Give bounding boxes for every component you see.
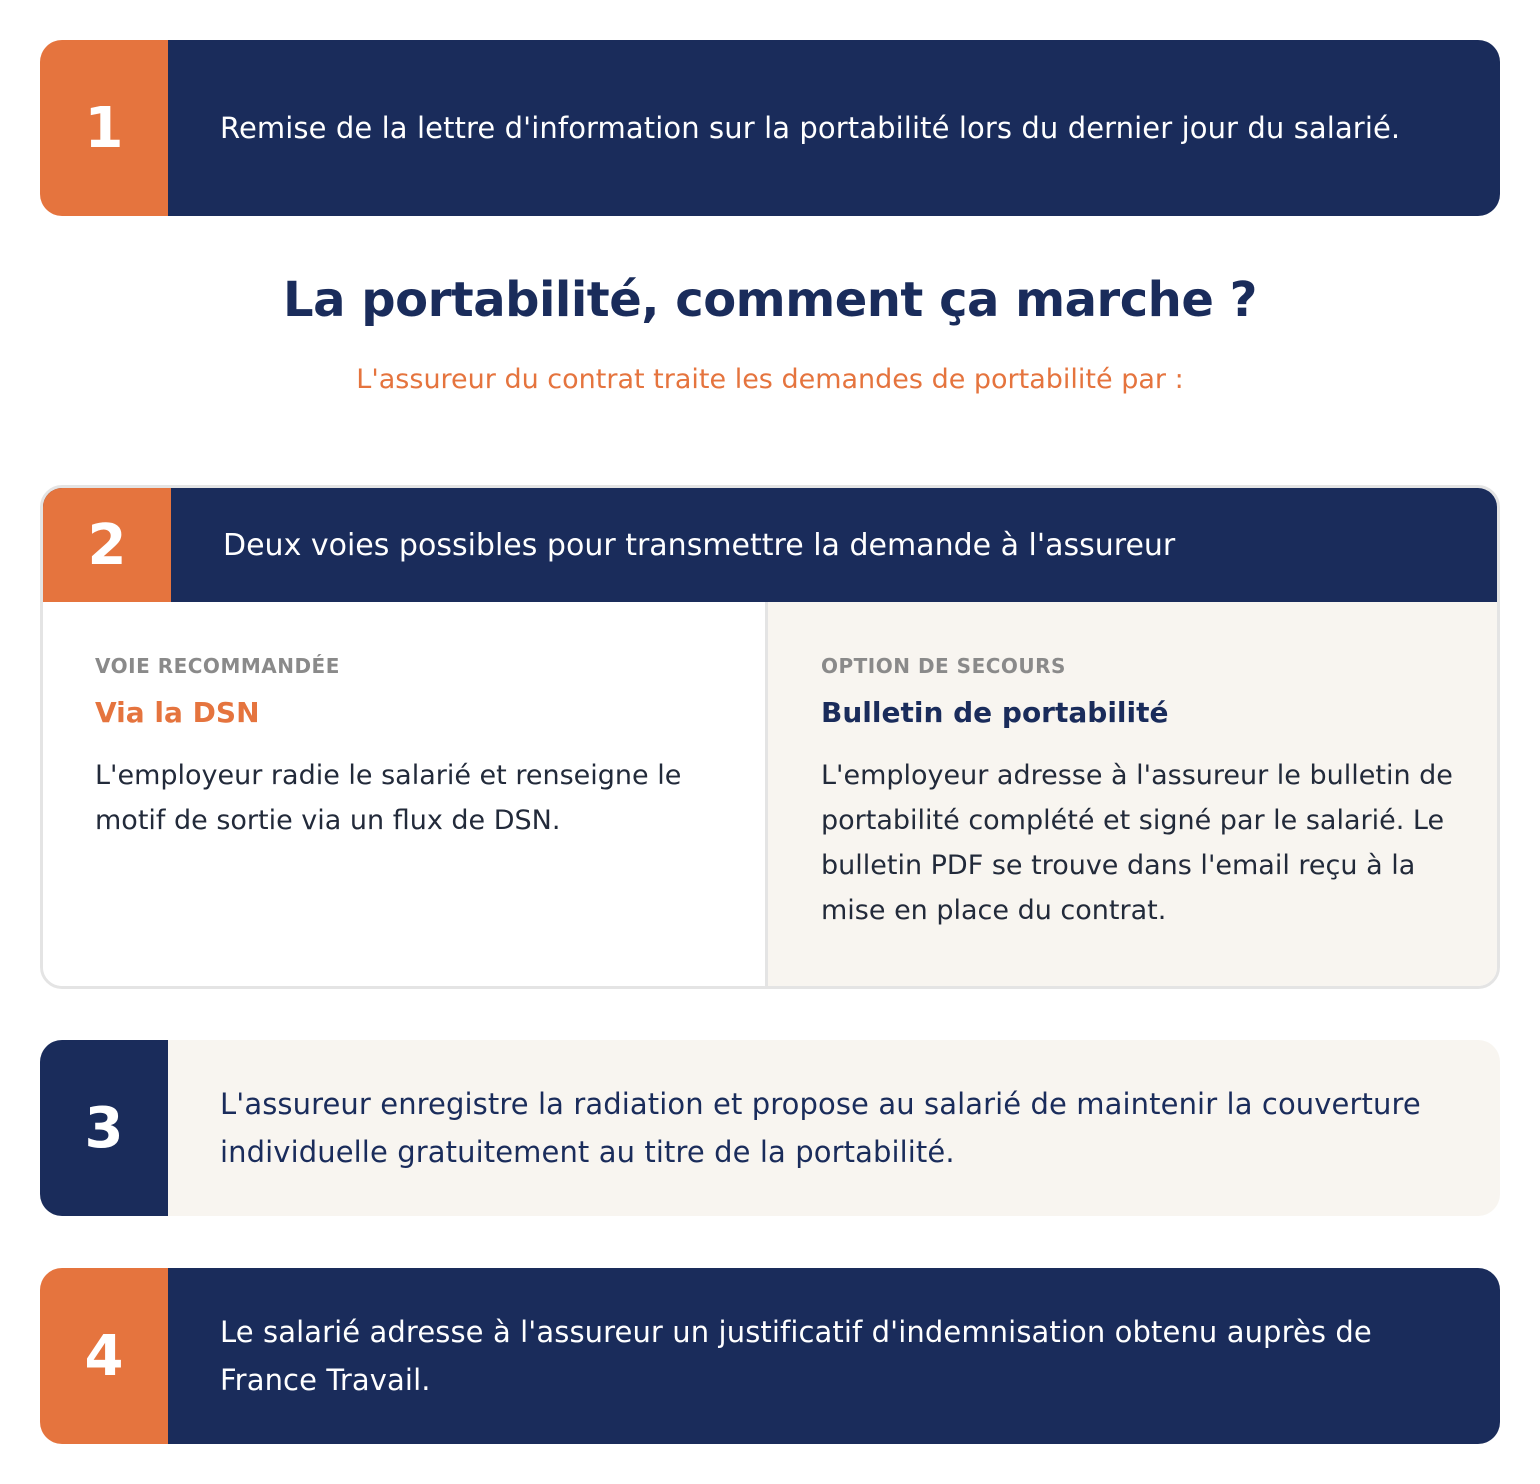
step-2-number: 2 bbox=[43, 488, 171, 602]
option-dsn bbox=[43, 602, 768, 986]
step-4-number: 4 bbox=[40, 1268, 168, 1444]
step-1-text: Remise de la lettre d'information sur la portabilité lors du dernier jour du salarié. bbox=[168, 40, 1500, 216]
step-1-number: 1 bbox=[40, 40, 168, 216]
step-3-text: L'assureur enregistre la radiation et propose au salarié de maintenir la couverture individuelle gratuitement au titre de la portabilité. bbox=[168, 1040, 1500, 1216]
page-subtitle: L'assureur du contrat traite les demandes de portabilité par : bbox=[356, 364, 1184, 395]
step-3-card bbox=[40, 1040, 1500, 1216]
step-2-options bbox=[43, 602, 1497, 986]
step-4-card bbox=[40, 1268, 1500, 1444]
step-3-number: 3 bbox=[40, 1040, 168, 1216]
option-bulletin-description: L'employeur adresse à l'assureur le bulletin de portabilité complété et signé par le salarié. Le bulletin PDF se trouve dans l'email reçu à la mise en place du contrat. bbox=[821, 760, 1453, 926]
option-bulletin-label: OPTION DE SECOURS bbox=[821, 654, 1066, 678]
option-dsn-description: L'employeur radie le salarié et renseigne le motif de sortie via un flux de DSN. bbox=[95, 760, 682, 836]
step-1-card bbox=[40, 40, 1500, 216]
option-bulletin bbox=[768, 602, 1497, 986]
option-bulletin-title: Bulletin de portabilité bbox=[821, 696, 1169, 729]
page-title: La portabilité, comment ça marche ? bbox=[283, 272, 1257, 328]
option-dsn-title: Via la DSN bbox=[95, 696, 260, 729]
step-2-header bbox=[43, 488, 1497, 602]
step-2-text: Deux voies possibles pour transmettre la demande à l'assureur bbox=[223, 527, 1176, 563]
option-dsn-label: VOIE RECOMMANDÉE bbox=[95, 654, 340, 678]
step-4-text: Le salarié adresse à l'assureur un justificatif d'indemnisation obtenu auprès de France Travail. bbox=[168, 1268, 1500, 1444]
step-2-card bbox=[40, 485, 1500, 989]
